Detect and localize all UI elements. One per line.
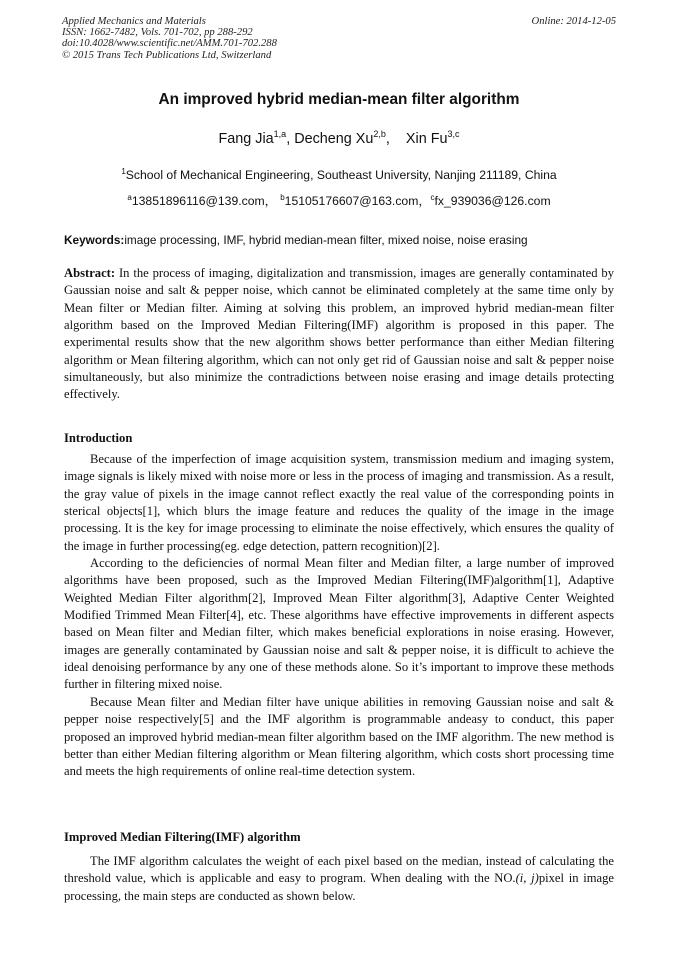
email-list: $^a$13851896116@139.com， $^b$15105176607@163.com，$^c$fx_939036@126.com (127, 193, 551, 208)
paragraph-text: pixel in image processing, the main steps are conducted as shown below. (64, 871, 615, 903)
affiliation (0, 167, 678, 182)
imf-body (64, 853, 614, 905)
keywords (64, 233, 528, 247)
journal-name: Applied Mechanics and Materials (62, 16, 206, 27)
email-sup: b (280, 193, 285, 202)
email-sup: c (430, 193, 435, 202)
author-sup: 2,b (373, 129, 386, 139)
issn-line: ISSN: 1662-7482, Vols. 701-702, pp 288-292 (62, 27, 253, 39)
affiliation-sup: 1 (121, 167, 126, 176)
introduction-body (64, 451, 614, 781)
author-sup: 1,a (273, 129, 287, 139)
keywords-label: Keywords: (64, 233, 125, 247)
paragraph: According to the deficiencies of normal Mean filter and Median filter, a large number of improved algorithms have been proposed, such as the Improved Median Filtering(IMF)algorithm[1], Adaptive Weighted Median Filter algorithm[2], Improved Mean Filter algorithm[3], Adaptive Center Weighted Modified Trimmed Mean Filter[4], etc. These algorithms have effective improvements in different aspects based on Mean filter and Median filter, which makes beneficial explorations in noise erasing. However, images are generally contaminated by Gaussian noise and salt & pepper noise, it is difficult to achieve the ideal denoising performance by any one of these methods alone. So it’s important to improve these methods further in filtering mixed noise. (64, 556, 614, 692)
paragraph: Because Mean filter and Median filter have unique abilities in removing Gaussian noise and salt & pepper noise respectively[5] and the IMF algorithm is programmable andeasy to conduct, this paper proposed an improved hybrid median-mean filter algorithm based on the IMF algorithm. The new method is better than either Median filtering algorithm or Mean filtering algorithm, which costs short processing time and meets the high requirements of online real-time detection system. (64, 694, 614, 779)
author-sup: 3,c (447, 129, 460, 139)
abstract-text: In the process of imaging, digitalization and transmission, images are generally contaminated by Gaussian noise and salt & pepper noise, which cannot be eliminated completely at the same time only by Mean filter or Median filter. Aiming at solving this problem, an improved hybrid median-mean filter algorithm based on the Improved Median Filtering(IMF) algorithm is proposed in this paper. The experimental results show that the new algorithm shows better performance than either Median filtering algorithm or Mean filtering algorithm, which can not only get rid of Gaussian noise and salt & pepper noise simultaneously, but also minimize the contradictions between noise erasing and image details protecting effectively. (64, 266, 615, 402)
paragraph-text: The IMF algorithm calculates the weight of each pixel based on the median, instead of calculating the threshold value, which is applicable and easy to program. When dealing with the NO. (64, 854, 614, 886)
email-address[interactable]: 13851896116@139.com (131, 194, 265, 208)
author-name: Decheng Xu (294, 131, 374, 147)
online-date: Online: 2014-12-05 (531, 16, 616, 27)
author-name: Xin Fu (405, 131, 448, 147)
author-list: Fang Jia$^{1,a}$, Decheng Xu$^{2,b}$, Xin Fu$^{3,c}$ (218, 129, 460, 147)
email-address[interactable]: 15105176607@163.com (284, 194, 419, 208)
abstract (64, 265, 614, 404)
copyright-line: © 2015 Trans Tech Publications Ltd, Switzerland (62, 49, 272, 61)
section-heading-introduction: Introduction (64, 431, 133, 445)
keywords-text: image processing, IMF, hybrid median-mean filter, mixed noise, noise erasing (124, 233, 528, 247)
doi-line[interactable]: doi:10.4028/www.scientific.net/AMM.701-702.288 (62, 38, 277, 50)
affiliation-text: School of Mechanical Engineering, Southeast University, Nanjing 211189, China (125, 168, 557, 182)
author-name: Fang Jia (218, 131, 274, 147)
paper-title: An improved hybrid median-mean filter algorithm (158, 91, 520, 108)
email-sup: a (127, 193, 132, 202)
paragraph (64, 853, 614, 905)
abstract-label: Abstract: (64, 266, 116, 280)
paragraph: Because of the imperfection of image acquisition system, transmission medium and imaging system, image signals is likely mixed with noise more or less in the process of imaging and transmission. As a result, the gray value of pixels in the image cannot reflect exactly the real value of the corresponding points in sterical objects[1], which blurs the image feature and reduces the quality of the image in the image processing. It is the key for image processing to eliminate the noise effectively, which ensures the quality of the image in further processing(eg. edge detection, pattern recognition)[2]. (64, 452, 614, 553)
math-index: (i, j) (515, 871, 539, 886)
section-heading-imf: Improved Median Filtering(IMF) algorithm (64, 830, 301, 844)
running-header (62, 16, 616, 61)
email-address[interactable]: fx_939036@126.com (434, 194, 551, 208)
